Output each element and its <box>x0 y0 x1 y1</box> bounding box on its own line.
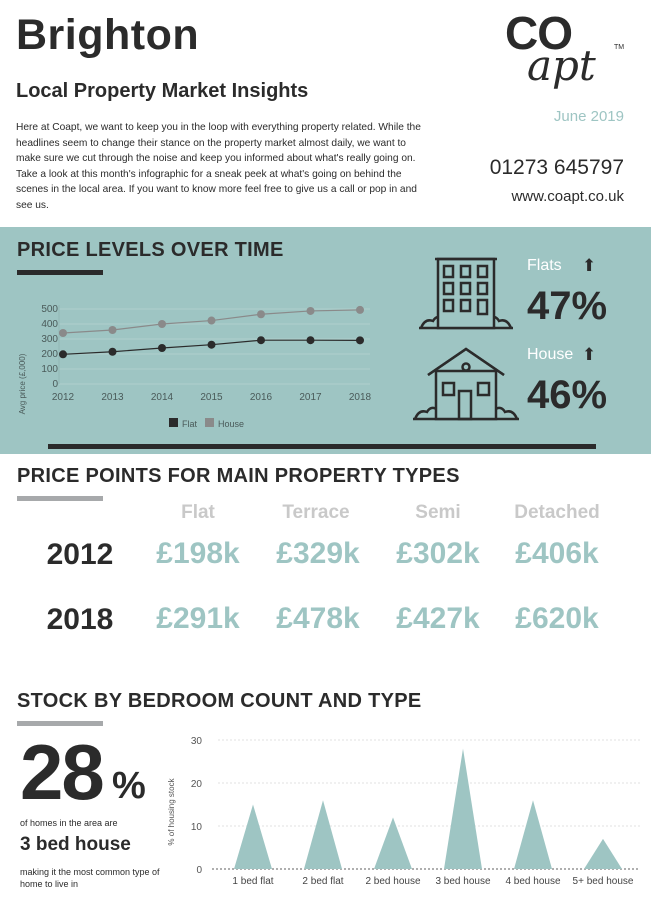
x-tick-label: 2018 <box>348 392 372 403</box>
price-points-title: PRICE POINTS FOR MAIN PROPERTY TYPES <box>17 465 460 487</box>
point-house <box>158 320 166 328</box>
stock-chart-ylabel: % of housing stock <box>167 778 176 846</box>
point-flat <box>307 336 315 344</box>
page-subtitle: Local Property Market Insights <box>16 80 309 102</box>
y-tick-label: 0 <box>196 865 202 876</box>
price-levels-title: PRICE LEVELS OVER TIME <box>17 239 284 261</box>
section-rule <box>17 496 103 501</box>
band-bottom-rule <box>48 444 596 449</box>
column-terrace: Terrace <box>282 502 350 523</box>
flats-change: 47% <box>527 284 608 328</box>
point-house <box>109 326 117 334</box>
x-tick-label: 2015 <box>200 392 223 403</box>
big-percentage-unit: % <box>112 765 146 807</box>
stock-chart <box>160 728 646 890</box>
point-flat <box>356 336 364 344</box>
column-flat: Flat <box>181 502 215 523</box>
point-flat <box>109 348 117 356</box>
y-tick-label: 30 <box>190 736 202 747</box>
row-year-2012: 2012 <box>46 538 114 571</box>
point-house <box>356 306 364 314</box>
most-common-type: 3 bed house <box>20 834 131 855</box>
legend-flat-swatch <box>169 418 178 427</box>
stock-chart-xticks <box>232 876 633 887</box>
house-change: 46% <box>527 373 608 417</box>
stock-note-1: of homes in the area are <box>20 818 118 828</box>
stock-chart-marks <box>234 749 622 869</box>
flats-up-arrow-icon: ⬆ <box>582 256 597 275</box>
logo-trademark: TM <box>614 44 625 51</box>
stock-note-2: making it the most common type of home to live in <box>20 867 160 889</box>
price-line-chart <box>14 296 386 436</box>
big-percentage: 28 <box>20 728 103 816</box>
intro-paragraph: Here at Coapt, we want to keep you in the loop with everything property related. While the headlines seem to change their stance on the property market almost daily, we want to make sure we cut through the noise and keep you informed about what's really going on. Take a look at this month's infographic for a sneak peek at what's going on behind the scenes in the local area. If you want to know more feel free to give us a call or pop in and see us. <box>16 122 421 211</box>
stock-chart-yticks <box>191 736 203 876</box>
x-tick-label: 2012 <box>51 392 75 403</box>
line-chart-ylabel: Avg price (£,000) <box>18 353 27 415</box>
legend-flat-label: Flat <box>182 419 198 429</box>
line-chart-legend <box>169 418 244 429</box>
y-tick-label: 20 <box>190 779 202 790</box>
price-2012-flat: £198k <box>156 537 240 570</box>
house-icon <box>412 345 520 423</box>
x-tick-label: 4 bed house <box>505 876 561 887</box>
price-2018-flat: £291k <box>156 602 240 635</box>
y-tick-label: 400 <box>41 319 58 330</box>
y-tick-label: 300 <box>41 334 58 345</box>
legend-house-label: House <box>218 419 245 429</box>
stock-mark <box>584 839 622 869</box>
issue-date: June 2019 <box>553 108 624 125</box>
house-up-arrow-icon: ⬆ <box>582 345 597 364</box>
y-tick-label: 100 <box>41 364 58 375</box>
point-house <box>307 307 315 315</box>
x-tick-label: 1 bed flat <box>232 876 274 887</box>
y-tick-label: 10 <box>190 822 202 833</box>
price-2018-terrace: £478k <box>276 602 360 635</box>
section-rule <box>17 721 103 726</box>
city-title: Brighton <box>16 11 200 59</box>
price-2012-detached: £406k <box>515 537 599 570</box>
price-2012-terrace: £329k <box>276 537 360 570</box>
y-tick-label: 200 <box>41 349 58 360</box>
flats-building-icon <box>418 253 514 331</box>
column-semi: Semi <box>415 502 461 523</box>
x-tick-label: 2 bed house <box>365 876 421 887</box>
price-2018-semi: £427k <box>396 602 480 635</box>
website-link[interactable]: www.coapt.co.uk <box>511 188 624 205</box>
line-chart-series <box>59 306 364 358</box>
stock-mark <box>514 800 552 869</box>
logo-apt: apt <box>527 41 596 90</box>
y-tick-label: 500 <box>41 304 58 315</box>
point-flat <box>158 344 166 352</box>
column-detached: Detached <box>514 502 600 523</box>
row-year-2018: 2018 <box>46 603 114 636</box>
x-tick-label: 2016 <box>249 392 273 403</box>
stock-title: STOCK BY BEDROOM COUNT AND TYPE <box>17 690 422 712</box>
point-flat <box>257 336 265 344</box>
x-tick-label: 3 bed house <box>435 876 491 887</box>
logo-co: CO <box>505 7 572 59</box>
x-tick-label: 2 bed flat <box>302 876 344 887</box>
point-flat <box>208 341 216 349</box>
flats-label: Flats <box>527 257 562 274</box>
price-2018-detached: £620k <box>515 602 599 635</box>
x-tick-label: 2013 <box>101 392 124 403</box>
stock-mark <box>304 800 342 869</box>
x-tick-label: 5+ bed house <box>572 876 634 887</box>
point-house <box>208 317 216 325</box>
section-rule <box>17 270 103 275</box>
point-house <box>59 329 67 337</box>
line-chart-yticks <box>41 304 58 390</box>
x-tick-label: 2017 <box>299 392 322 403</box>
stock-mark <box>444 749 482 869</box>
point-house <box>257 310 265 318</box>
y-tick-label: 0 <box>52 379 58 390</box>
point-flat <box>59 350 67 358</box>
house-label: House <box>527 346 574 363</box>
legend-house-swatch <box>205 418 214 427</box>
phone-number[interactable]: 01273 645797 <box>489 156 624 179</box>
price-2012-semi: £302k <box>396 537 480 570</box>
x-tick-label: 2014 <box>150 392 174 403</box>
stock-mark <box>374 817 412 869</box>
stock-chart-grid <box>212 740 640 869</box>
line-chart-xticks <box>52 392 372 403</box>
stock-mark <box>234 805 272 870</box>
